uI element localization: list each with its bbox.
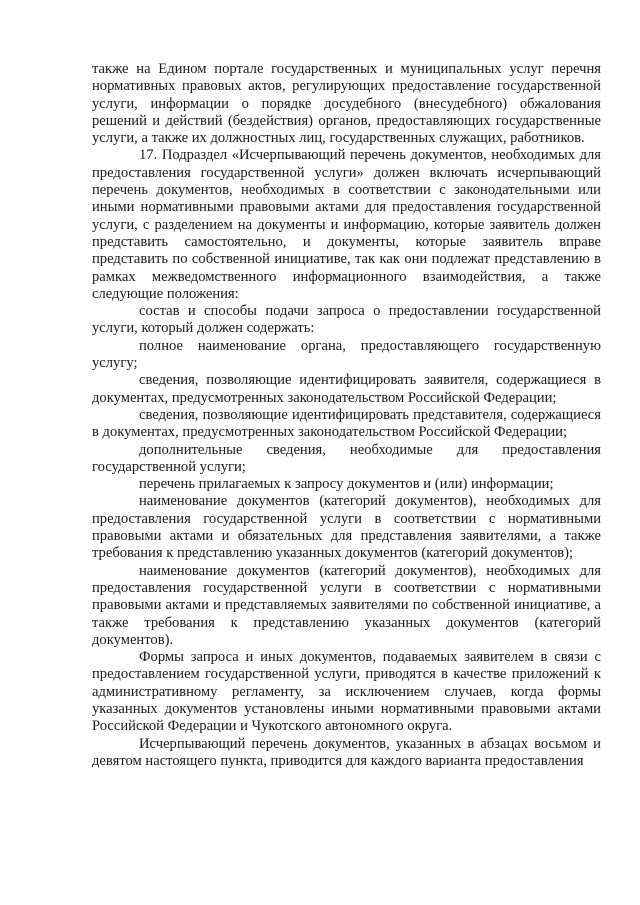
paragraph-attached-documents: перечень прилагаемых к запросу документов и (или) информации; (139, 476, 554, 493)
paragraph-mandatory-documents: наименование документов (категорий документов), необходимых для предоставления государственной услуги в соответствии с нормативными правовыми актами и обязательных для представления заявителями, а также требования к представлению указанных документов (категорий документов); (92, 493, 601, 562)
paragraph-17-documents-list: 17. Подраздел «Исчерпывающий перечень документов, необходимых для предоставления государственной услуги» должен включать исчерпывающий перечень документов, необходимых в соответствии с законодательными или иными нормативными правовыми актами для предоставления государственной услуги, с разделением на документы и информацию, которые заявитель должен представить самостоятельно, и документы, которые заявитель вправе представить по собственной инициативе, так как они подлежат представлению в рамках межведомственного информационного взаимодействия, а также следующие положения: (92, 147, 601, 302)
paragraph-portal-info: также на Едином портале государственных и муниципальных услуг перечня нормативных правовых актов, регулирующих предоставление государственной услуги, информации о порядке досудебного (внесудебного) обжалования решений и действий (бездействия) органов, предоставляющих государственные услуги, а также их должностных лиц, государственных служащих, работников. (92, 61, 601, 147)
paragraph-request-composition: состав и способы подачи запроса о предоставлении государственной услуги, который должен содержать: (92, 303, 601, 337)
paragraph-applicant-identification: сведения, позволяющие идентифицировать заявителя, содержащиеся в документах, предусмотренных законодательством Российской Федерации; (92, 372, 601, 406)
paragraph-additional-info: дополнительные сведения, необходимые для предоставления государственной услуги; (92, 441, 601, 475)
document-page (92, 61, 601, 770)
paragraph-representative-identification: сведения, позволяющие идентифицировать представителя, содержащиеся в документах, предусмотренных законодательством Российской Федерации; (92, 406, 601, 441)
paragraph-organ-name: полное наименование органа, предоставляющего государственную услугу; (92, 337, 601, 372)
paragraph-optional-documents: наименование документов (категорий документов), необходимых для предоставления государственной услуги в соответствии с нормативными правовыми актами и представляемых заявителями по собственной инициативе, а также требования к представлению указанных документов (категорий документов). (92, 562, 601, 648)
paragraph-request-forms: Формы запроса и иных документов, подаваемых заявителем в связи с предоставлением государственной услуги, приводятся в качестве приложений к административному регламенту, за исключением случаев, когда формы указанных документов установлены иными нормативными правовыми актами Российской Федерации и Чукотского автономного округа. (92, 649, 601, 735)
paragraph-exhaustive-list: Исчерпывающий перечень документов, указанных в абзацах восьмом и девятом настоящего пункта, приводится для каждого варианта предоставления (92, 735, 601, 769)
